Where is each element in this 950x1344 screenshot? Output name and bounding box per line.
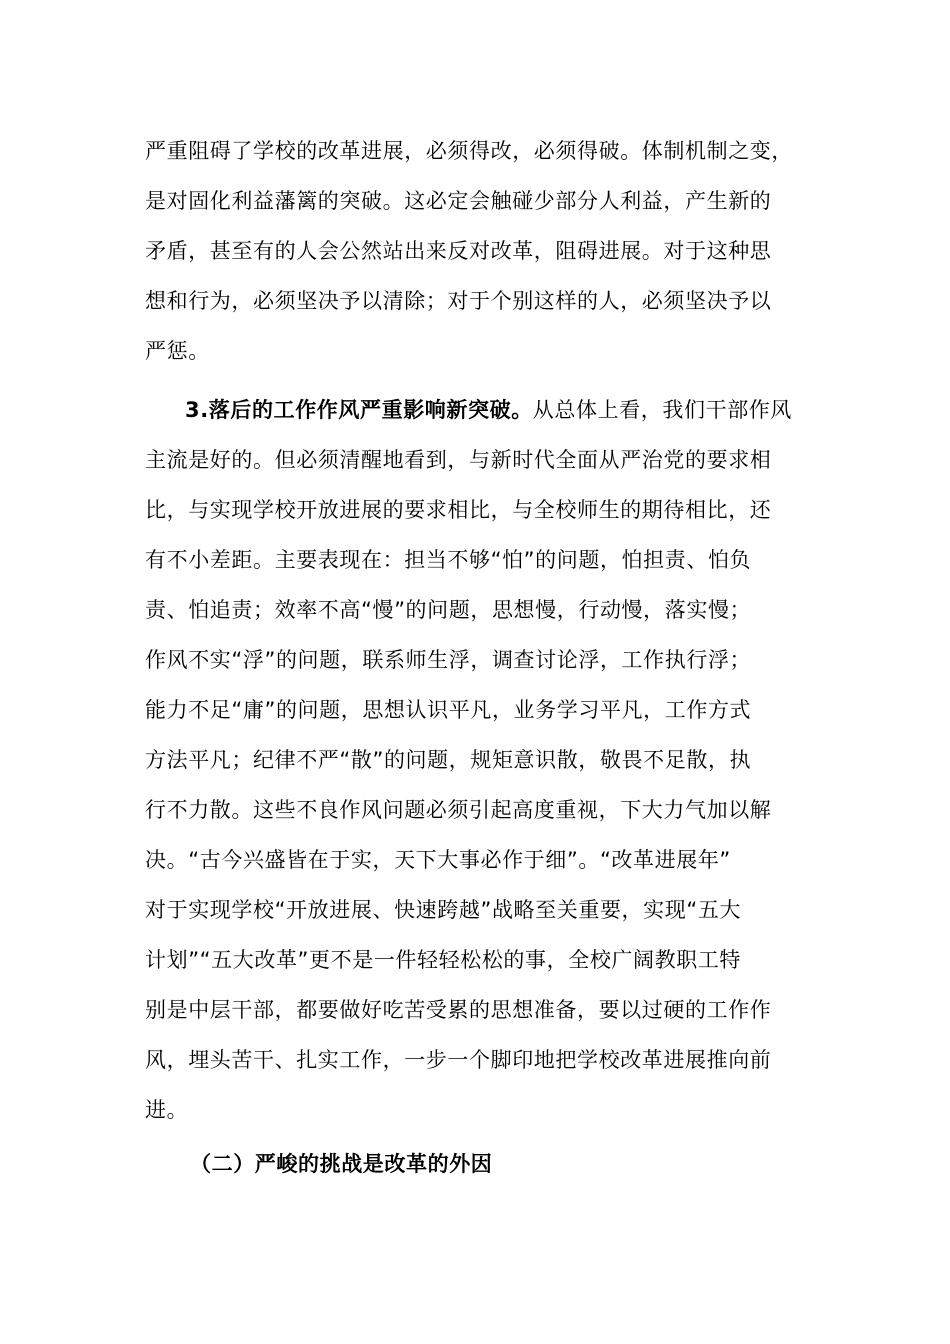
section-heading-2: （二）严峻的挑战是改革的外因 <box>190 1152 493 1176</box>
paragraph-line: 决。“古今兴盛皆在于实，天下大事必作于细”。“改革进展年” <box>145 848 731 872</box>
paragraph-line: 严惩。 <box>145 339 210 363</box>
paragraph-line: 能力不足“庸”的问题，思想认识平凡，业务学习平凡，工作方式 <box>145 698 752 722</box>
paragraph-line: 方法平凡；纪律不严“散”的问题，规矩意识散，敬畏不足散，执 <box>145 748 752 772</box>
paragraph-1 <box>145 126 810 376</box>
paragraph-first-line <box>145 385 810 435</box>
paragraph-line: 作风不实“浮”的问题，联系师生浮，调查讨论浮，工作执行浮； <box>145 648 752 672</box>
paragraph-line: 比，与实现学校开放进展的要求相比，与全校师生的期待相比，还 <box>145 498 772 522</box>
section-heading-3: 3.落后的工作作风严重影响新突破。 <box>185 398 533 422</box>
paragraph-line: 责、怕追责；效率不高“慢”的问题，思想慢，行动慢，落实慢； <box>145 598 752 622</box>
paragraph-line: 行不力散。这些不良作风问题必须引起高度重视，下大力气加以解 <box>145 798 772 822</box>
paragraph-line: 进。 <box>145 1098 189 1122</box>
paragraph-line: 风，埋头苦干、扎实工作，一步一个脚印地把学校改革进展推向前 <box>145 1048 772 1072</box>
paragraph-line: 想和行为，必须坚决予以清除；对于个别这样的人，必须坚决予以 <box>145 289 772 313</box>
paragraph-line: 矛盾，甚至有的人会公然站出来反对改革，阻碍进展。对于这种思 <box>145 239 772 263</box>
paragraph-line: 别是中层干部，都要做好吃苦受累的思想准备，要以过硬的工作作 <box>145 998 772 1022</box>
paragraph-line: 是对固化利益藩篱的突破。这必定会触碰少部分人利益，产生新的 <box>145 189 772 213</box>
paragraph-lead-text: 从总体上看，我们干部作风 <box>532 398 792 422</box>
paragraph-line: 有不小差距。主要表现在：担当不够“怕”的问题，怕担责、怕负 <box>145 548 752 572</box>
paragraph-line: 计划”“五大改革”更不是一件轻轻松松的事，全校广阔教职工特 <box>145 948 742 972</box>
paragraph-line: 严重阻碍了学校的改革进展，必须得改，必须得破。体制机制之变， <box>145 139 793 163</box>
paragraph-line: 主流是好的。但必须清醒地看到，与新时代全面从严治党的要求相 <box>145 448 772 472</box>
paragraph-2 <box>145 385 810 1135</box>
paragraph-line: 对于实现学校“开放进展、快速跨越”战略至关重要，实现“五大 <box>145 898 742 922</box>
